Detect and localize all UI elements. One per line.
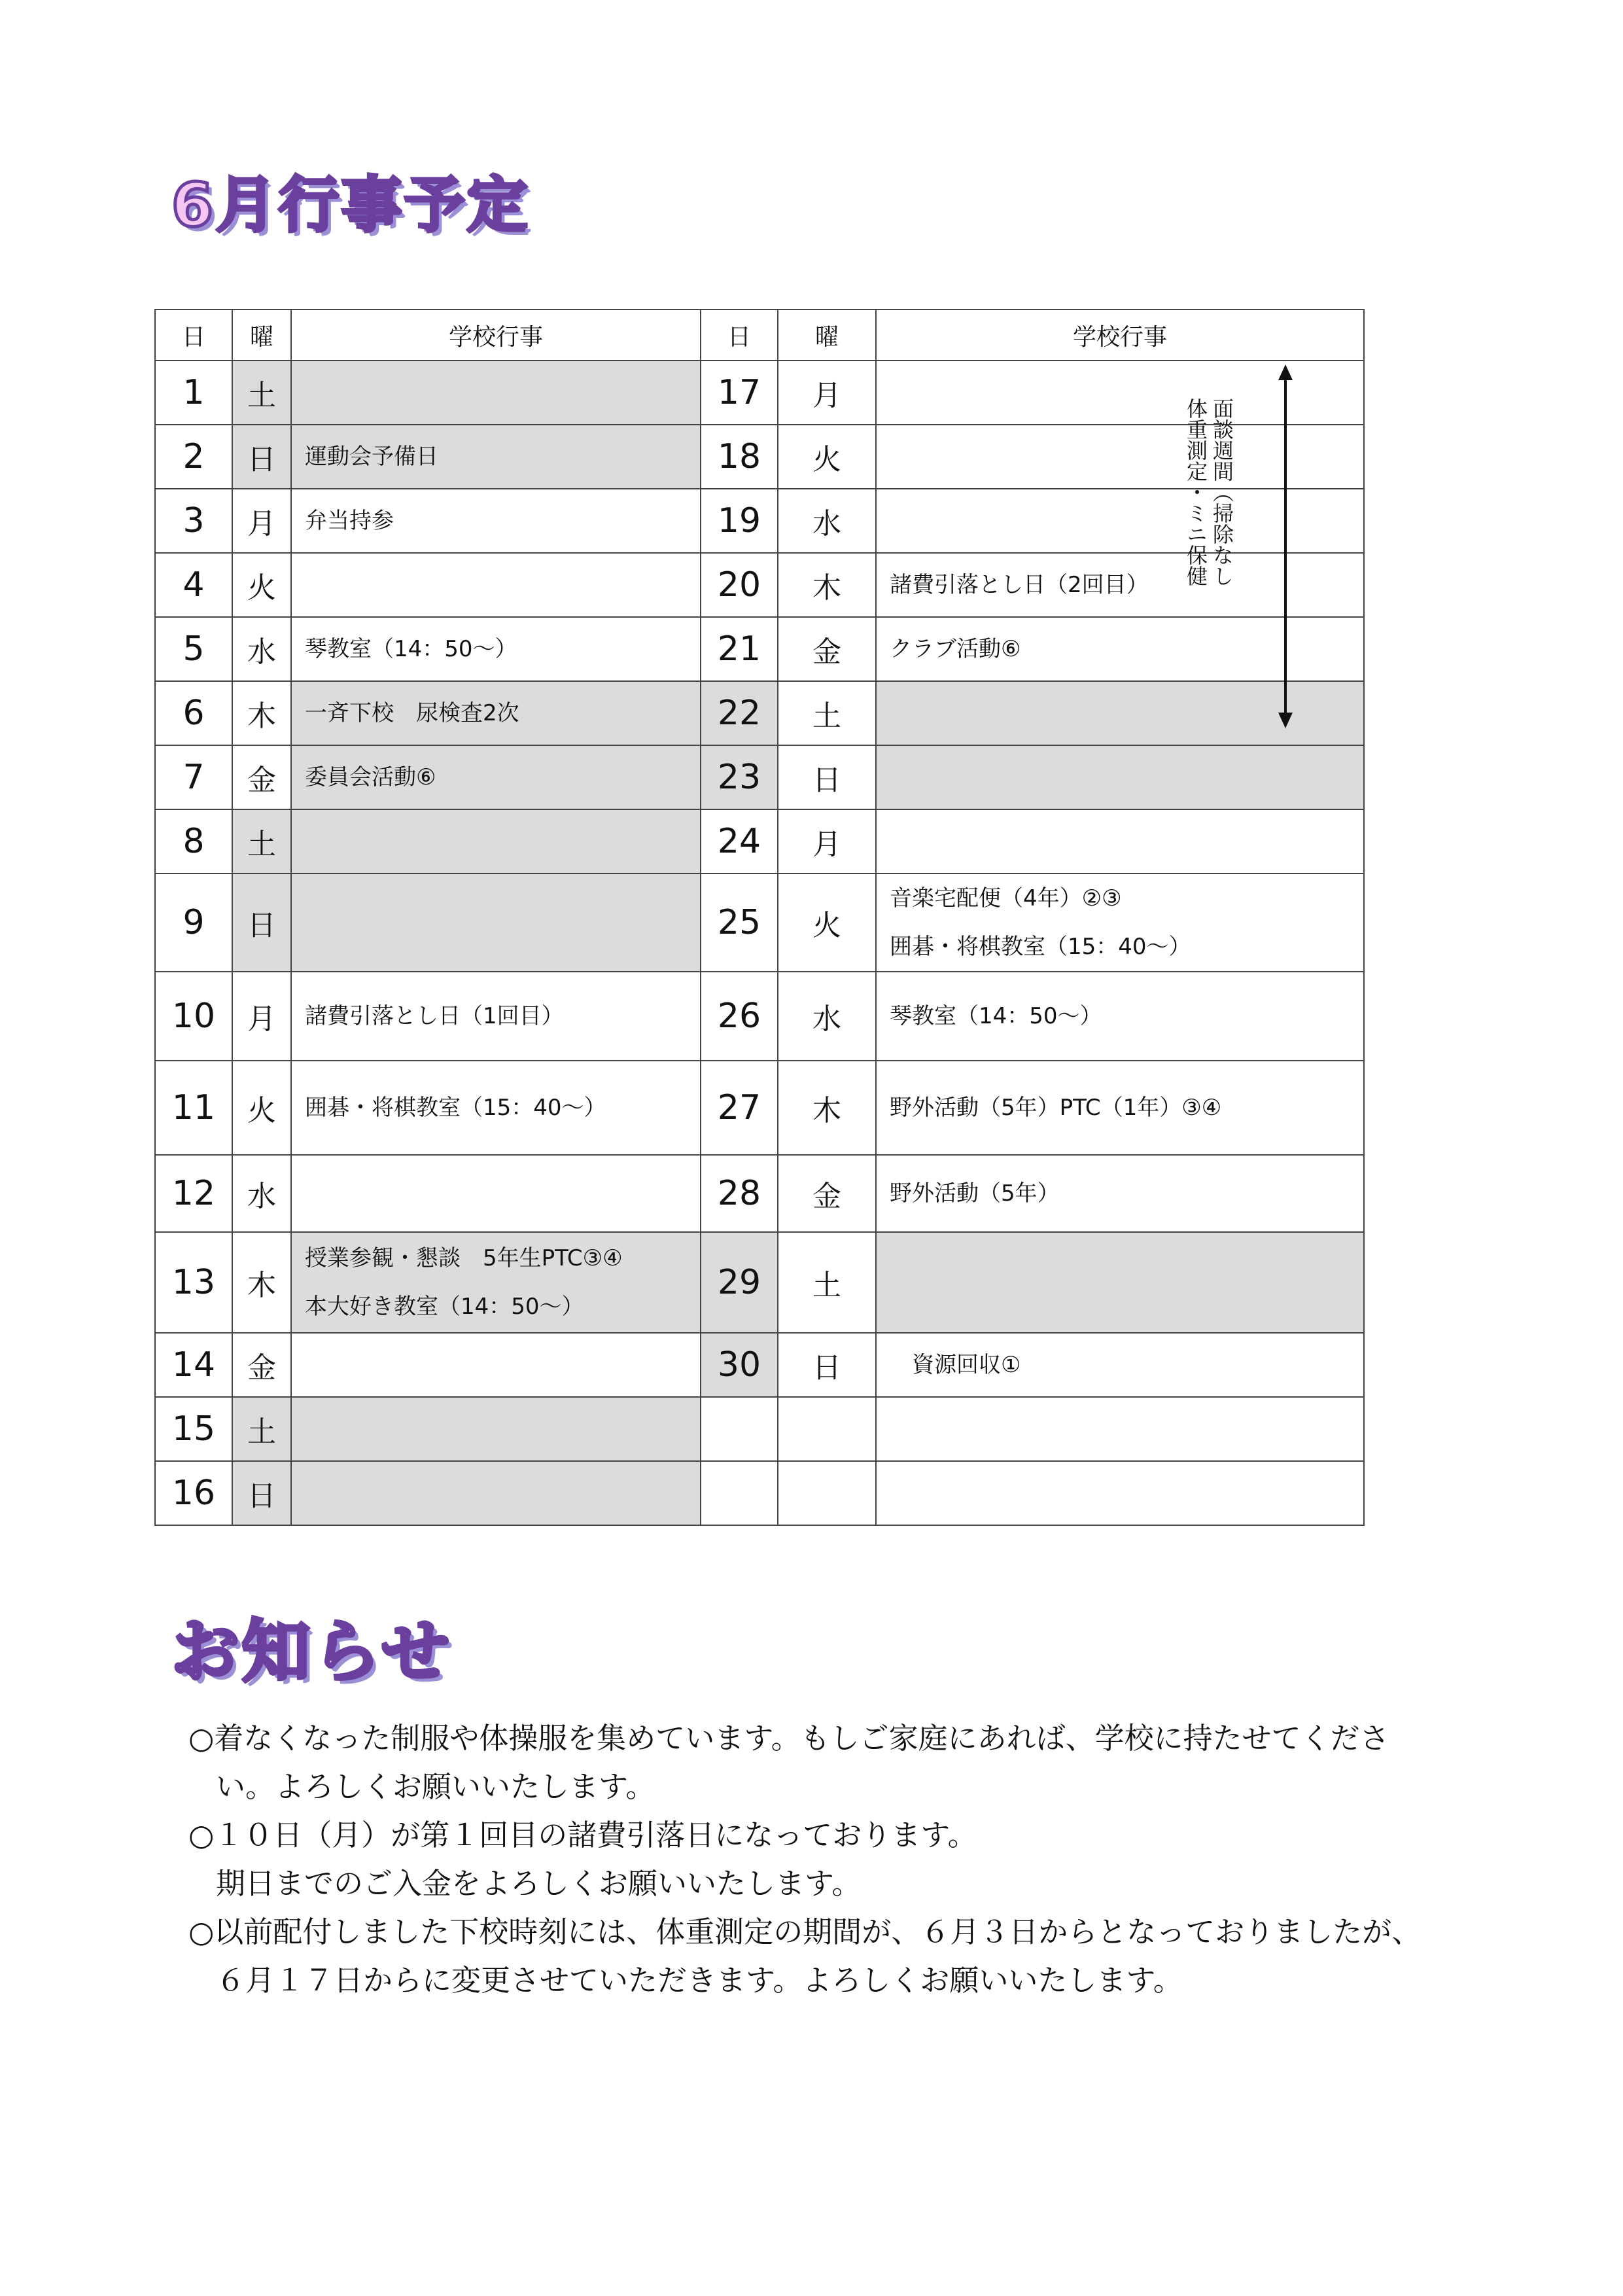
calendar-row [155,1333,1364,1397]
notice-line: ○１０日（月）が第１回目の諸費引落日になっております。 [188,1818,977,1852]
events-left [291,809,701,874]
event-text: 授業参観・懇談 5年生PTC③④ [305,1245,623,1271]
notice-list [188,1714,1484,2005]
events-left [291,361,701,425]
day-number-left: 9 [155,874,232,972]
event-text: 資源回収① [890,1352,1021,1378]
event-text: 囲碁・将棋教室（15：40～） [305,1095,606,1121]
weekday-left: 土 [232,809,291,874]
event-text: クラブ活動⑥ [890,636,1021,662]
weekday-right: 木 [778,553,876,617]
events-right [876,809,1364,874]
event-text: 本大好き教室（14：50～） [305,1294,584,1320]
events-right [876,874,1364,972]
weight-check-label: 体重測定・ミニ保健 [1183,398,1208,586]
weekday-right [778,1461,876,1525]
events-right [876,1155,1364,1232]
day-number-left: 3 [155,489,232,553]
events-right [876,1061,1364,1155]
notice-line: ○着なくなった制服や体操服を集めています。もしご家庭にあれば、学校に持たせてくださ [188,1721,1389,1756]
calendar-row [155,617,1364,681]
weekday-left: 金 [232,745,291,809]
weekday-left: 日 [232,1461,291,1525]
weekday-left: 土 [232,361,291,425]
day-number-right [701,1461,778,1525]
events-left [291,745,701,809]
event-text: 野外活動（5年） [890,1180,1060,1207]
event-text: 琴教室（14：50～） [890,1003,1102,1029]
events-left [291,1232,701,1333]
calendar-row [155,681,1364,745]
page-title: 6月行事予定 [171,170,531,240]
weekday-right: 日 [778,1333,876,1397]
weekday-left: 金 [232,1333,291,1397]
events-left [291,1397,701,1461]
events-right [876,1397,1364,1461]
weekday-right: 月 [778,809,876,874]
day-number-right: 22 [701,681,778,745]
weekday-left: 月 [232,972,291,1061]
events-right [876,1461,1364,1525]
day-number-left: 15 [155,1397,232,1461]
weekday-left: 火 [232,553,291,617]
weekday-right: 水 [778,972,876,1061]
day-number-left: 7 [155,745,232,809]
events-left [291,1061,701,1155]
day-number-left: 13 [155,1232,232,1333]
events-right [876,745,1364,809]
event-text: 音楽宅配便（4年）②③ [890,885,1122,911]
weekday-right: 火 [778,425,876,489]
weekday-right: 月 [778,361,876,425]
day-number-right: 20 [701,553,778,617]
weekday-left: 日 [232,874,291,972]
events-left [291,874,701,972]
day-number-right: 18 [701,425,778,489]
day-number-right: 21 [701,617,778,681]
weekday-left: 日 [232,425,291,489]
event-text: 諸費引落とし日（2回目） [890,572,1149,598]
weekday-right: 金 [778,617,876,681]
calendar-row [155,745,1364,809]
period-arrow-icon [1276,363,1295,730]
day-number-right: 27 [701,1061,778,1155]
day-number-left: 2 [155,425,232,489]
event-text: 諸費引落とし日（1回目） [305,1003,564,1029]
day-number-right: 17 [701,361,778,425]
events-left [291,681,701,745]
events-right [876,1232,1364,1333]
day-number-right [701,1397,778,1461]
day-number-left: 4 [155,553,232,617]
event-text: 一斉下校 尿検査2次 [305,700,519,726]
weekday-right [778,1397,876,1461]
events-left [291,1461,701,1525]
header-weekday-right: 曜 [778,309,876,361]
notice-item [188,1714,1484,1811]
events-left [291,553,701,617]
weekday-left: 火 [232,1061,291,1155]
events-left [291,425,701,489]
day-number-left: 6 [155,681,232,745]
weekday-right: 水 [778,489,876,553]
event-text: 運動会予備日 [305,444,438,470]
header-day-left: 日 [155,309,232,361]
weekday-left: 水 [232,1155,291,1232]
calendar-row [155,1155,1364,1232]
notice-heading: お知らせ [171,1612,452,1691]
event-text: 琴教室（14：50～） [305,636,517,662]
header-events-left: 学校行事 [291,309,701,361]
event-text: 弁当持参 [305,508,394,534]
calendar-header-row [155,309,1364,361]
day-number-right: 30 [701,1333,778,1397]
header-events-right: 学校行事 [876,309,1364,361]
day-number-left: 14 [155,1333,232,1397]
weekday-left: 木 [232,1232,291,1333]
event-text: 野外活動（5年）PTC（1年）③④ [890,1095,1222,1121]
events-left [291,972,701,1061]
calendar-row [155,972,1364,1061]
weekday-right: 日 [778,745,876,809]
calendar-row [155,1061,1364,1155]
day-number-left: 11 [155,1061,232,1155]
events-left [291,1333,701,1397]
interview-week-label: 面談週間（掃除なし [1210,398,1234,586]
interview-week-note [1183,398,1235,586]
weekday-left: 水 [232,617,291,681]
weekday-right: 火 [778,874,876,972]
day-number-right: 19 [701,489,778,553]
event-text: 委員会活動⑥ [305,764,436,790]
event-text: 囲碁・将棋教室（15：40～） [890,934,1191,960]
events-right [876,972,1364,1061]
notice-item [188,1811,1484,1908]
day-number-left: 10 [155,972,232,1061]
weekday-right: 土 [778,1232,876,1333]
notice-line: ６月１７日からに変更させていただきます。よろしくお願いいたします。 [216,1963,1183,1998]
weekday-right: 木 [778,1061,876,1155]
day-number-left: 16 [155,1461,232,1525]
day-number-right: 26 [701,972,778,1061]
events-left [291,617,701,681]
notice-line: い。よろしくお願いいたします。 [216,1769,655,1804]
calendar-row [155,809,1364,874]
day-number-right: 28 [701,1155,778,1232]
calendar-row [155,1232,1364,1333]
events-left [291,489,701,553]
calendar-row [155,1397,1364,1461]
day-number-left: 12 [155,1155,232,1232]
weekday-left: 月 [232,489,291,553]
weekday-right: 金 [778,1155,876,1232]
header-weekday-left: 曜 [232,309,291,361]
events-right [876,1333,1364,1397]
day-number-right: 24 [701,809,778,874]
calendar-row [155,874,1364,972]
day-number-left: 5 [155,617,232,681]
weekday-left: 土 [232,1397,291,1461]
day-number-right: 29 [701,1232,778,1333]
weekday-right: 土 [778,681,876,745]
events-left [291,1155,701,1232]
notice-line: 期日までのご入金をよろしくお願いいたします。 [216,1866,862,1901]
day-number-right: 23 [701,745,778,809]
day-number-right: 25 [701,874,778,972]
calendar-row [155,1461,1364,1525]
day-number-left: 8 [155,809,232,874]
notice-item [188,1908,1484,2005]
notice-line: ○以前配付しました下校時刻には、体重測定の期間が、６月３日からとなっておりましたが、 [188,1915,1422,1949]
header-day-right: 日 [701,309,778,361]
day-number-left: 1 [155,361,232,425]
weekday-left: 木 [232,681,291,745]
